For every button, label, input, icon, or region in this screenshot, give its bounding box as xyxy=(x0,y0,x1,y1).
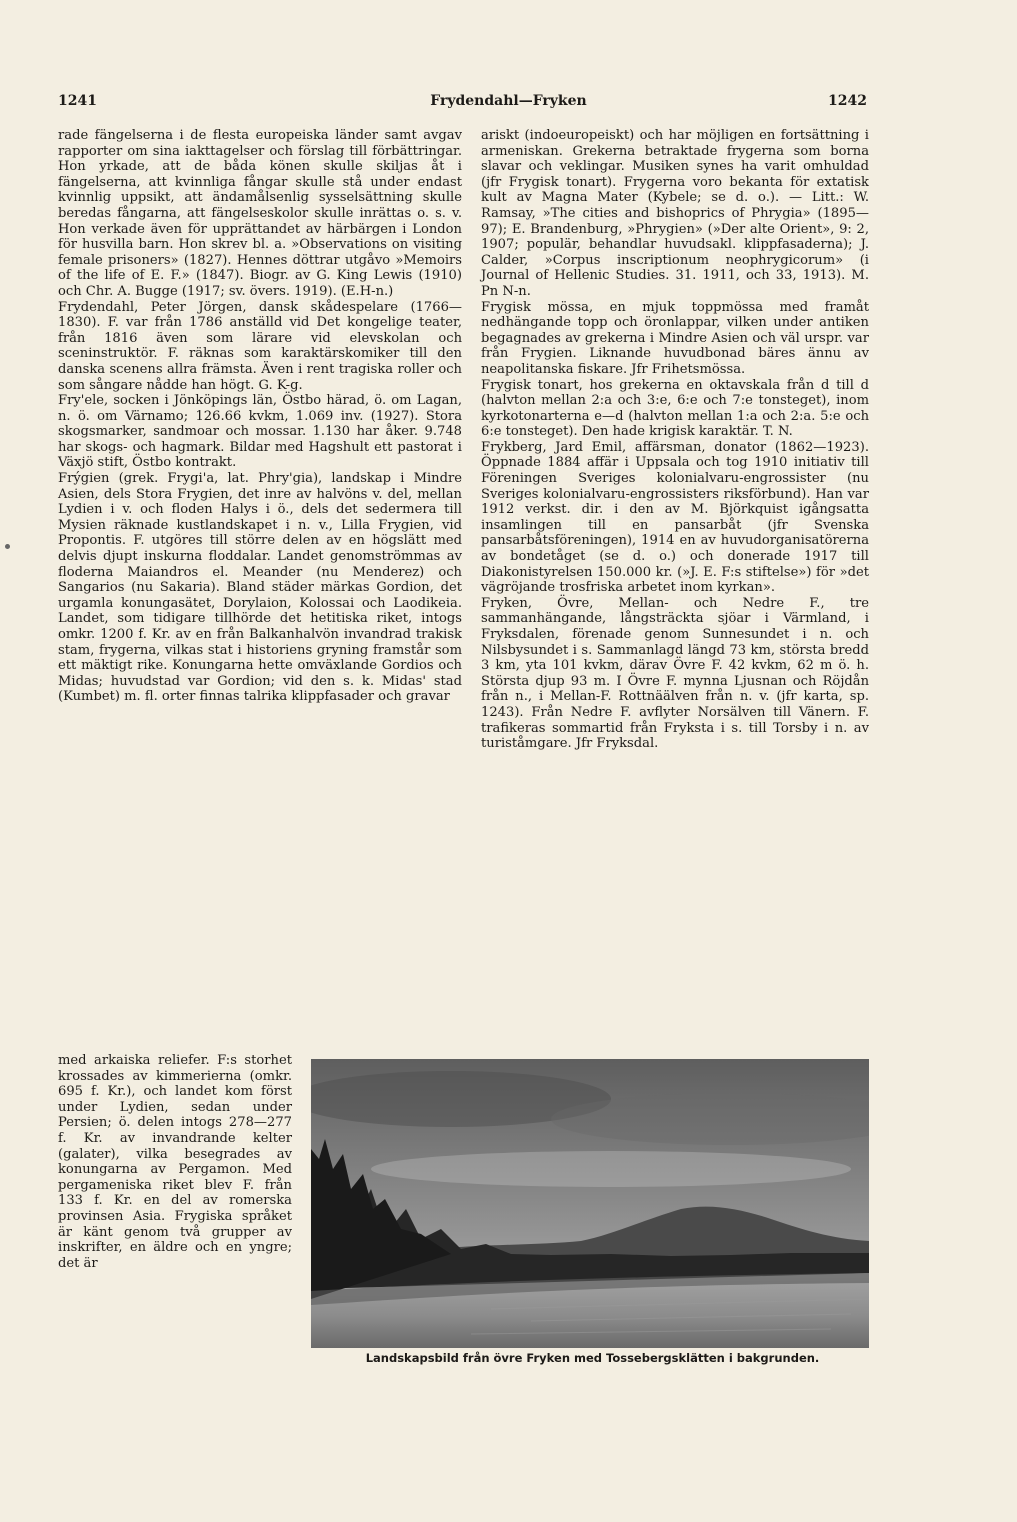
photo-caption: Landskapsbild från övre Fryken med Tossebergsklätten i bakgrunden. xyxy=(365,1351,820,1365)
article-frydendahl: Frydendahl, Peter Jörgen, dansk skådespelare (1766—1830). F. var från 1786 anställd vid Det kongelige teater, från 1816 även som lärare vid elevskolan och sceninstruktör. F. räknas som karaktärskomiker till den danska scenens allra främsta. Även i rent tragiska roller och som sångare nådde han högt. G. K-g. xyxy=(58,299,462,393)
article-fryken: Fryken, Övre, Mellan- och Nedre F., tre sammanhängande, långsträckta sjöar i Värmland, i Fryksdalen, förenade genom Sunnesundet i n. och Nilsbysundet i s. Sammanlagd längd 73 km, största bredd 3 km, yta 101 kvkm, därav Övre F. 42 kvkm, 62 m ö. h. Största djup 93 m. I Övre F. mynna Ljusnan och Röjdån från n., i Mellan-F. Rottnäälven från n. v. (jfr karta, sp. 1243). Från Nedre F. avflyter Norsälven till Vänern. F. trafikeras sommartid från Fryksta i s. till Torsby i n. av turiståmgare. Jfr Fryksdal. xyxy=(481,595,869,752)
left-column xyxy=(58,128,462,705)
right-column xyxy=(481,128,869,752)
article-frygien: Frýgien (grek. Frygi'a, lat. Phry'gia), landskap i Mindre Asien, dels Stora Frygien, det inre av halvöns v. del, mellan Lydien i v. och floden Halys i ö., dels det sedermera till Mysien räknade kustlandskapet i n. v., Lilla Frygien, vid Propontis. F. utgöres till större delen av en högslätt med delvis djupt inskurna floddalar. Landet genomströmmas av floderna Maiandros el. Meander (nu Menderez) och Sangarios (nu Sakaria). Bland städer märkas Gordion, det urgamla konungasätet, Dorylaion, Kolossai och Laodikeia. Landet, som tidigare tillhörde det hetitiska riket, intogs omkr. 1200 f. Kr. av en från Balkanhalvön invandrad trakisk stam, frygerna, vilkas stat i historiens gryning framstår som ett mäktigt rike. Konungarna hette omväxlande Gordios och Midas; huvudstad var Gordion; vid den s. k. Midas' stad (Kumbet) m. fl. orter finnas talrika klippfasader och gravar xyxy=(58,471,462,705)
article-frykberg: Frykberg, Jard Emil, affärsman, donator (1862—1923). Öppnade 1884 affär i Uppsala och tog 1910 initiativ till Föreningen Sveriges kolonialvaru-engrossister (nu Sveriges kolonialvaru-engrossisters riksförbund). Han var 1912 verkst. dir. i den av M. Björkquist igångsatta insamlingen till en pansarbåt (jfr Svenska pansarbåtsföreningen), 1914 en av huvudorganisatörerna av bondetåget (se d. o.) och donerade 1917 till Diakonistyrelsen 150.000 kr. (»J. E. F:s stiftelse») för »det vägröjande trosfriska arbetet inom kyrkan». xyxy=(481,439,869,596)
right-page-number: 1242 xyxy=(828,93,867,109)
article-frygien-right: ariskt (indoeuropeiskt) och har möjligen en fortsättning i armeniskan. Grekerna betraktade frygerna som borna slavar och veklingar. Musiken synes ha varit omhuldad (jfr Frygisk tonart). Frygerna voro bekanta för extatisk kult av Magna Mater (Kybele; se d. o.). — Litt.: W. Ramsay, »The cities and bishoprics of Phrygia» (1895—97); E. Brandenburg, »Phrygien» (»Der alte Orient», 9: 2, 1907; populär, behandlar huvudsakl. klippfasaderna); J. Calder, »Corpus inscriptionum neophrygicorum» (i Journal of Hellenic Studies. 31. 1911, och 33, 1913). M. Pn N-n. xyxy=(481,128,869,299)
article-paragraph: rade fängelserna i de flesta europeiska länder samt avgav rapporter om sina iakttagelser och förslag till förbättringar. Hon yrkade, att de båda könen skulle skiljas åt i fängelserna, att kvinnliga fångar skulle stå under endast kvinnlig uppsikt, att ändamålsenlig sysselsättning skulle beredas fångarna, att fängelseskolor skulle inrättas o. s. v. Hon verkade även för upprättandet av härbärgen i London för husvilla barn. Hon skrev bl. a. »Observations on visiting female prisoners» (1827). Hennes döttrar utgåvo »Memoirs of the life of E. F.» (1847). Biogr. av G. King Lewis (1910) och Chr. A. Bugge (1917; sv. övers. 1919). (E.H-n.) xyxy=(58,128,462,299)
left-page-number: 1241 xyxy=(58,93,97,109)
article-fryele: Fry'ele, socken i Jönköpings län, Östbo härad, ö. om Lagan, n. ö. om Värnamo; 126.66 kvkm, 1.069 inv. (1927). Stora skogsmarker, sandmoar och mossar. 1.130 har åker. 9.748 har skogs- och hagmark. Bildar med Hagshult ett pastorat i Växjö stift, Östbo kontrakt. xyxy=(58,393,462,471)
article-frygisk-mossa: Frygisk mössa, en mjuk toppmössa med framåt nedhängande topp och öronlappar, vilken under antiken begagnades av grekerna i Mindre Asien och väl urspr. var från Frygien. Liknande huvudbonad bäres ännu av neapolitanska fiskare. Jfr Frihetsmössa. xyxy=(481,299,869,377)
narrow-column xyxy=(58,1053,292,1271)
margin-dot xyxy=(5,544,10,549)
landscape-photo xyxy=(311,1059,869,1348)
running-head: Frydendahl—Fryken xyxy=(430,93,587,109)
article-frygisk-tonart: Frygisk tonart, hos grekerna en oktavskala från d till d (halvton mellan 2:a och 3:e, 6:e och 7:e tonsteget), inom kyrkotonarterna e—d (halvton mellan 1:a och 2:a. 5:e och 6:e tonsteget). Den hade krigisk karaktär. T. N. xyxy=(481,377,869,440)
article-frygien-continued: med arkaiska reliefer. F:s storhet krossades av kimmerierna (omkr. 695 f. Kr.), och landet kom först under Lydien, sedan under Persien; ö. delen intogs 278—277 f. Kr. av invandrande kelter (galater), vilka besegrades av konungarna av Pergamon. Med pergameniska riket blev F. från 133 f. Kr. en del av romerska provinsen Asia. Frygiska språket är känt genom två grupper av inskrifter, en äldre och en yngre; det är xyxy=(58,1053,292,1271)
